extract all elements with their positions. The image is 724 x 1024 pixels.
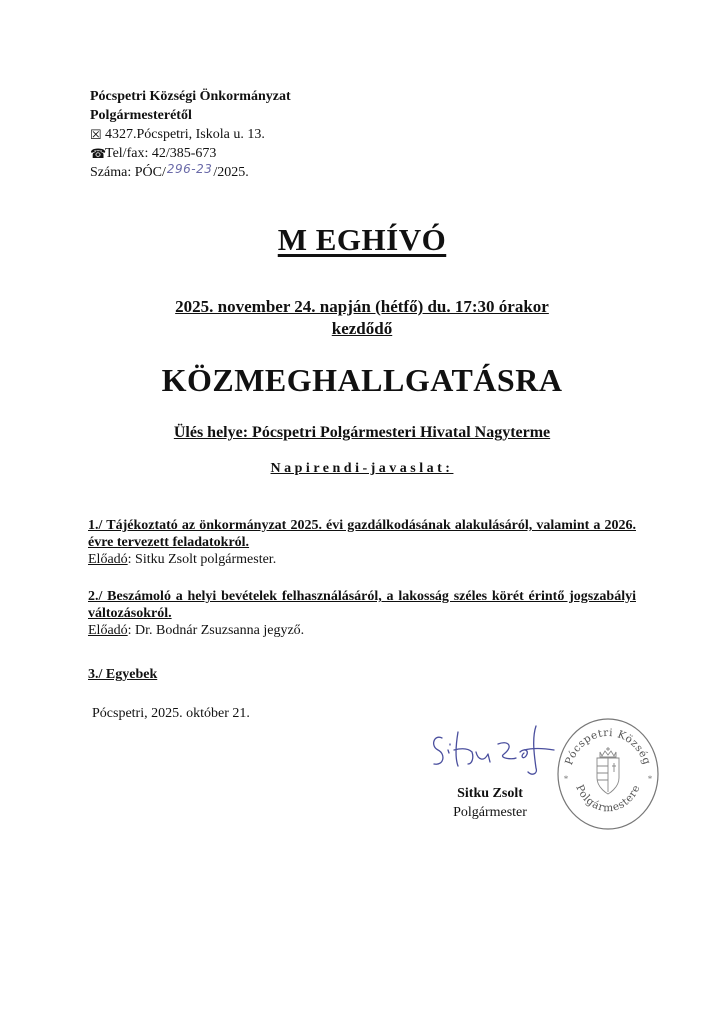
presenter-label: Előadó xyxy=(88,552,128,567)
presenter-label: Előadó xyxy=(88,623,128,638)
svg-text:*: * xyxy=(647,774,653,784)
agenda-item-title: 1./ Tájékoztató az önkormányzat 2025. évi gazdálkodásának alakulásáról, valamint a 2026. évre tervezett feladatokról. xyxy=(88,518,636,550)
coat-of-arms-icon xyxy=(597,747,619,794)
phone: Tel/fax: 42/385-673 xyxy=(105,146,217,161)
address-line xyxy=(90,125,291,144)
signer-name: Sitku Zsolt xyxy=(457,786,523,801)
agenda-heading: Napirendi-javaslat: xyxy=(270,461,454,476)
event-title: KÖZMEGHALLGATÁSRA xyxy=(161,362,563,398)
presenter-name: : Dr. Bodnár Zsuzsanna jegyző. xyxy=(127,623,305,638)
meeting-date-line: 2025. november 24. napján (hétfő) du. 17:30 órakor xyxy=(175,297,549,316)
meeting-starting: kezdődő xyxy=(331,319,393,338)
agenda-item-title: 3./ Egyebek xyxy=(88,667,158,682)
reference-number xyxy=(90,163,291,182)
official-stamp xyxy=(554,716,662,832)
meeting-date xyxy=(0,296,724,340)
presenter-name: : Sitku Zsolt polgármester. xyxy=(127,552,277,567)
reference-handwritten: 296-23 xyxy=(166,162,213,176)
handwritten-signature xyxy=(428,722,558,782)
svg-text:Pócspetri Község: Pócspetri Község xyxy=(563,726,653,767)
envelope-icon: ☒ xyxy=(90,127,102,142)
agenda-item xyxy=(88,666,636,683)
document-title: M EGHÍVÓ xyxy=(277,222,447,257)
address: 4327.Pócspetri, Iskola u. 13. xyxy=(105,127,265,142)
svg-text:Polgármestere: Polgármestere xyxy=(573,782,643,815)
agenda-item-presenter xyxy=(88,551,636,568)
reference-prefix: Száma: PÓC/ xyxy=(90,165,166,180)
signature-block xyxy=(430,784,550,822)
letterhead xyxy=(90,87,291,182)
agenda-item xyxy=(88,588,636,639)
meeting-venue: Ülés helye: Pócspetri Polgármesteri Hivatal Nagyterme xyxy=(173,424,551,441)
agenda-item-title: 2./ Beszámoló a helyi bevételek felhasználásáról, a lakosság széles körét érintő jogszabályi változásokról. xyxy=(88,589,636,621)
reference-suffix: /2025. xyxy=(213,165,249,180)
agenda-item-presenter xyxy=(88,622,636,639)
place-and-date: Pócspetri, 2025. október 21. xyxy=(92,706,250,721)
office-name: Polgármesterétől xyxy=(90,108,192,123)
svg-text:*: * xyxy=(563,774,569,784)
agenda-item xyxy=(88,517,636,568)
telephone-icon: ☎ xyxy=(90,146,107,161)
org-name: Pócspetri Községi Önkormányzat xyxy=(90,89,291,104)
signer-title: Polgármester xyxy=(453,805,527,820)
